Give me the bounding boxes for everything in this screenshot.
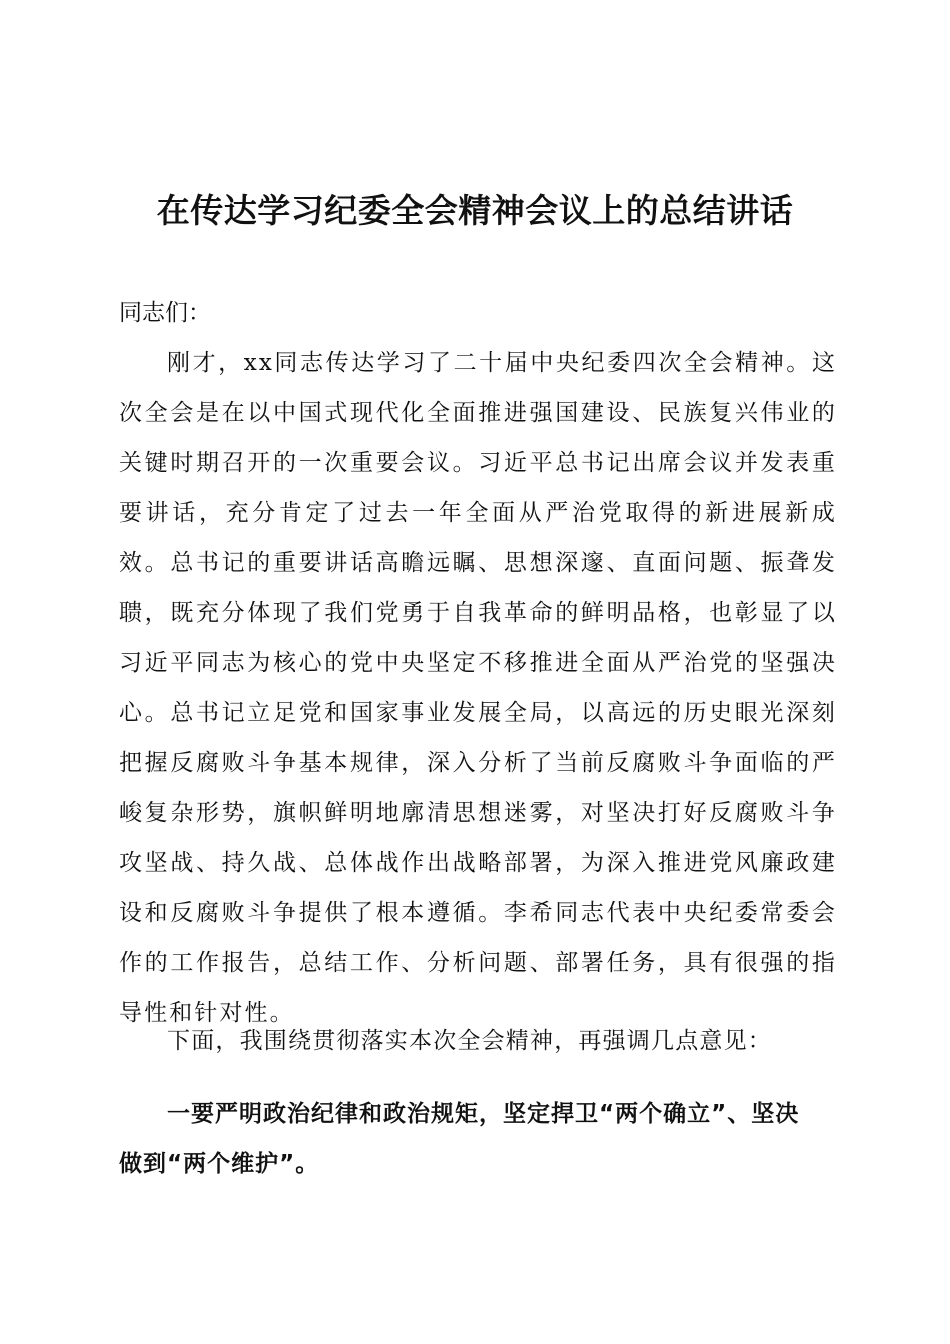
body-paragraph: 刚才，xx同志传达学习了二十届中央纪委四次全会精神。这次全会是在以中国式现代化全面推进强国建设、民族复兴伟业的关键时期召开的一次重要会议。习近平总书记出席会议并发表重要讲话，充分肯定了过去一年全面从严治党取得的新进展新成效。总书记的重要讲话高瞻远瞩、思想深邃、直面问题、振聋发聩，既充分体现了我们党勇于自我革命的鲜明品格，也彰显了以习近平同志为核心的党中央坚定不移推进全面从严治党的坚强决心。总书记立足党和国家事业发展全局，以高远的历史眼光深刻把握反腐败斗争基本规律，深入分析了当前反腐败斗争面临的严峻复杂形势，旗帜鲜明地廓清思想迷雾，对坚决打好反腐败斗争攻坚战、持久战、总体战作出战略部署，为深入推进党风廉政建设和反腐败斗争提供了根本遵循。李希同志代表中央纪委常委会作的工作报告，总结工作、分析问题、部署任务，具有很强的指导性和针对性。 — [119, 350, 837, 1026]
document-title: 在传达学习纪委全会精神会议上的总结讲话 — [156, 191, 794, 230]
salutation: 同志们： — [119, 300, 211, 326]
section-heading: 一要严明政治纪律和政治规矩，坚定捍卫“两个确立”、坚决做到“两个维护”。 — [119, 1101, 800, 1177]
body-paragraph: 下面，我围绕贯彻落实本次全会精神，再强调几点意见： — [167, 1028, 772, 1054]
